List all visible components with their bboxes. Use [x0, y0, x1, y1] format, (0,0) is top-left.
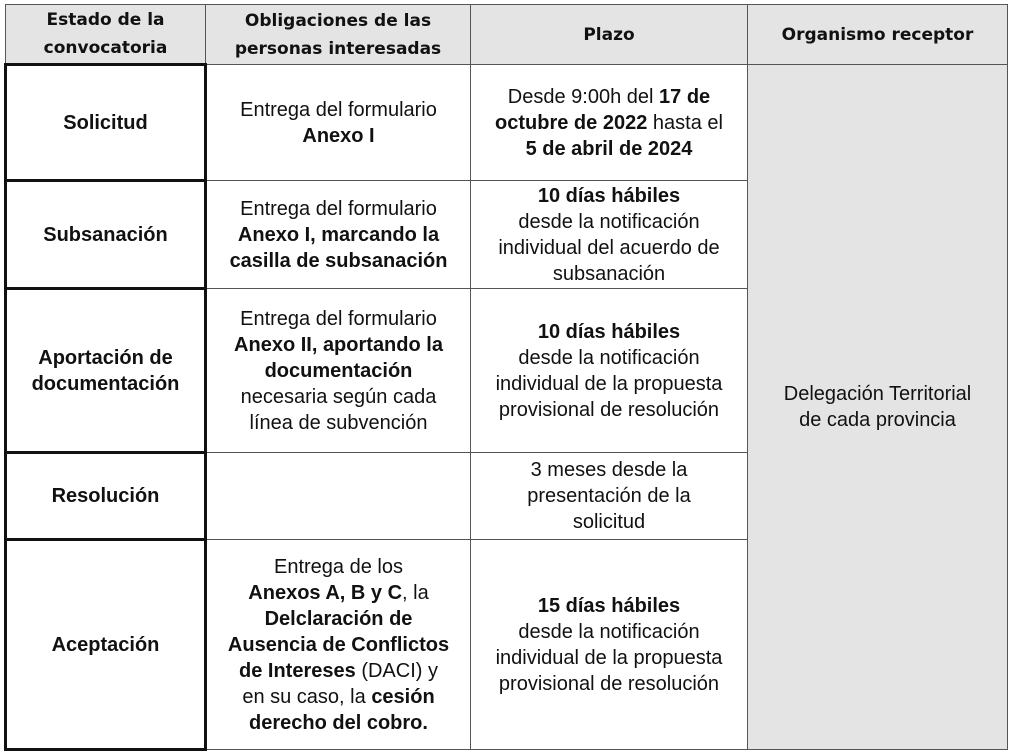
estado-cell: Solicitud: [6, 65, 206, 181]
estado-cell: Aportación de documentación: [6, 289, 206, 453]
plazo-cell: 10 días hábiles desde la notificación individual de la propuesta provisional de resolución: [471, 289, 748, 453]
organismo-cell: Delegación Territorial de cada provincia: [748, 65, 1008, 750]
header-estado: Estado de la convocatoria: [6, 5, 206, 65]
estado-cell: Aceptación: [6, 540, 206, 750]
obligaciones-cell: Entrega de los Anexos A, B y C, la Delclaración de Ausencia de Conflictos de Intereses (DACI) y en su caso, la cesión derecho del cobro.: [206, 540, 471, 750]
plazo-cell: Desde 9:00h del 17 de octubre de 2022 hasta el 5 de abril de 2024: [471, 65, 748, 181]
obligaciones-cell: Entrega del formulario Anexo I: [206, 65, 471, 181]
header-organismo: Organismo receptor: [748, 5, 1008, 65]
obligaciones-cell: [206, 453, 471, 540]
estado-cell: Resolución: [6, 453, 206, 540]
header-plazo: Plazo: [471, 5, 748, 65]
obligaciones-cell: Entrega del formulario Anexo II, aportando la documentación necesaria según cada línea de subvención: [206, 289, 471, 453]
convocatoria-table: [4, 4, 1008, 751]
table-row: [6, 65, 1008, 181]
estado-cell: Subsanación: [6, 181, 206, 289]
obligaciones-cell: Entrega del formulario Anexo I, marcando la casilla de subsanación: [206, 181, 471, 289]
plazo-cell: 15 días hábiles desde la notificación individual de la propuesta provisional de resolución: [471, 540, 748, 750]
plazo-cell: 3 meses desde la presentación de la solicitud: [471, 453, 748, 540]
plazo-cell: 10 días hábiles desde la notificación individual del acuerdo de subsanación: [471, 181, 748, 289]
header-obligaciones: Obligaciones de las personas interesadas: [206, 5, 471, 65]
header-row: [6, 5, 1008, 65]
